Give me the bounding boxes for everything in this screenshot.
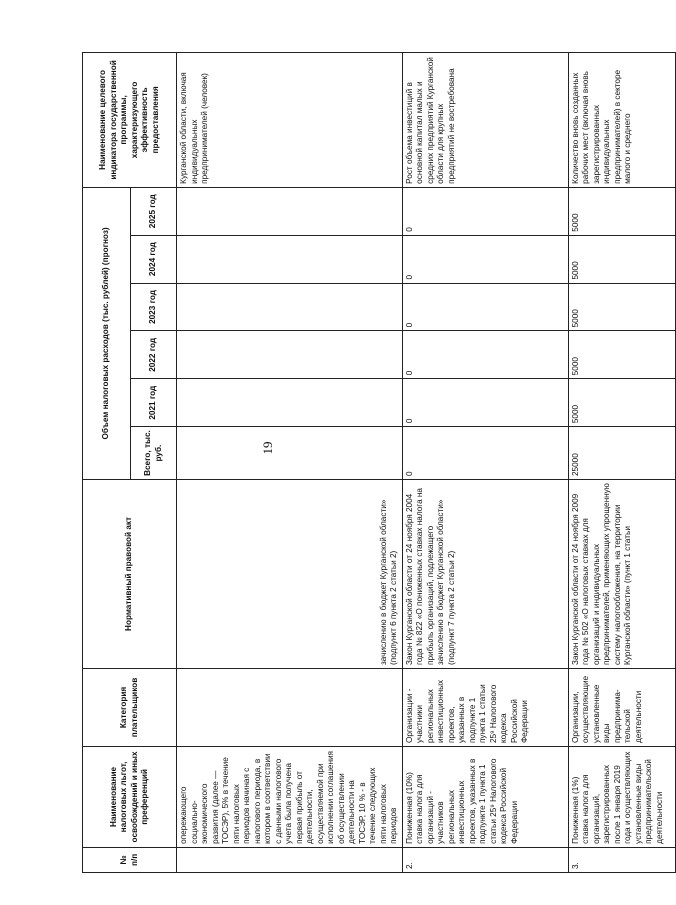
cell-2024: 0 <box>402 235 568 283</box>
cell-total: 25000 <box>568 427 675 480</box>
header-2022: 2022 год <box>131 331 177 379</box>
cell-total: 0 <box>402 427 568 480</box>
cell-indicator: Количество вновь созданных рабочих мест (включая вновь зарегистрированных индивидуальных предпринимателей) в секторе малого и среднего <box>568 53 675 188</box>
header-name: Наименование налоговых льгот, освобождений и иных преференций <box>83 747 177 848</box>
cell-name: Пониженная (10%) ставка налога для организаций - участников региональных инвестиционных проектов, указанных в подпункте 1 пункта 1 статьи 25⁹ Налогового кодекса Российской Федерации <box>402 747 568 848</box>
cell-2021: 5000 <box>568 379 675 427</box>
cell-act: Закон Курганской области от 24 ноября 2009 года № 502 «О налоговых ставках для организаций и индивидуальных предпринимателей, применяющих упрощенную систему налогообложения, на территории Курганской области» (пункт 1 статьи <box>568 480 675 669</box>
cell-2023: 0 <box>402 283 568 331</box>
cell-2023 <box>177 283 403 331</box>
cell-total <box>177 427 403 480</box>
cell-2025: 0 <box>402 187 568 235</box>
cell-act: зачислению в бюджет Курганской области» (подпункт 6 пункта 2 статьи 2) <box>177 480 403 669</box>
cell-2024 <box>177 235 403 283</box>
tax-expenditure-table <box>82 52 676 873</box>
cell-category <box>177 668 403 746</box>
header-volume: Объем налоговых расходов (тыс. рублей) (прогноз) <box>83 187 131 479</box>
cell-2024: 5000 <box>568 235 675 283</box>
cell-no: 3. <box>568 847 675 872</box>
cell-2025 <box>177 187 403 235</box>
cell-2025: 5000 <box>568 187 675 235</box>
header-2023: 2023 год <box>131 283 177 331</box>
header-2024: 2024 год <box>131 235 177 283</box>
cell-2021 <box>177 379 403 427</box>
page-number: 19 <box>260 441 275 455</box>
cell-2023: 5000 <box>568 283 675 331</box>
cell-act: Закон Курганской области от 24 ноября 2004 года № 822 «О пониженных ставках налога на прибыль организаций, подлежащего зачислению в бюджет Курганской области» (подпункт 7 пункта 2 статьи 2) <box>402 480 568 669</box>
cell-name: опережающего социально-экономического развития (далее — ТОСЭР), 5% в течение пяти налоговых периодов начиная с налогового периода, в котором в соответствии с данными налогового учета была получена первая прибыль от деятельности, осуществляемой при исполнении соглашения об осуществлении деятельности на ТОСЭР, 10 % - в течение следующих пяти налоговых периодов <box>177 747 403 848</box>
cell-category: Организации - участники региональных инвестиционных проектов, указанных в подпункте 1 пункта 1 статьи 25⁹ Налогового кодекса Российской Федерации <box>402 668 568 746</box>
header-2021: 2021 год <box>131 379 177 427</box>
table-row <box>402 53 568 873</box>
cell-2022 <box>177 331 403 379</box>
header-2025: 2025 год <box>131 187 177 235</box>
cell-no: 2. <box>402 847 568 872</box>
cell-2022: 5000 <box>568 331 675 379</box>
cell-2022: 0 <box>402 331 568 379</box>
cell-2021: 0 <box>402 379 568 427</box>
cell-indicator: Курганской области, включая индивидуальных предпринимателей (человек) <box>177 53 403 188</box>
cell-name: Пониженная (1%) ставка налога для организаций, зарегистрированных после 1 января 2019 года и осуществляющих установленные виды предпринимательской деятельности <box>568 747 675 848</box>
header-no: № п/п <box>83 847 177 872</box>
cell-indicator: Рост объема инвестиций в основной капитал малых и средних предприятий Курганской области для крупных предприятий не востребована <box>402 53 568 188</box>
header-total: Всего, тыс. руб. <box>131 427 177 480</box>
header-act: Нормативный правовой акт <box>83 480 177 669</box>
header-category: Категория плательщиков <box>83 668 177 746</box>
cell-category: Организации, осуществляющие установленные виды предпринима-тельской деятельности <box>568 668 675 746</box>
table-row <box>568 53 675 873</box>
cell-no <box>177 847 403 872</box>
header-indicator: Наименование целевого индикатора государственной программы, характеризующего эффективность предоставления <box>83 53 177 188</box>
rotated-table-container <box>82 52 664 873</box>
table-row <box>177 53 403 873</box>
